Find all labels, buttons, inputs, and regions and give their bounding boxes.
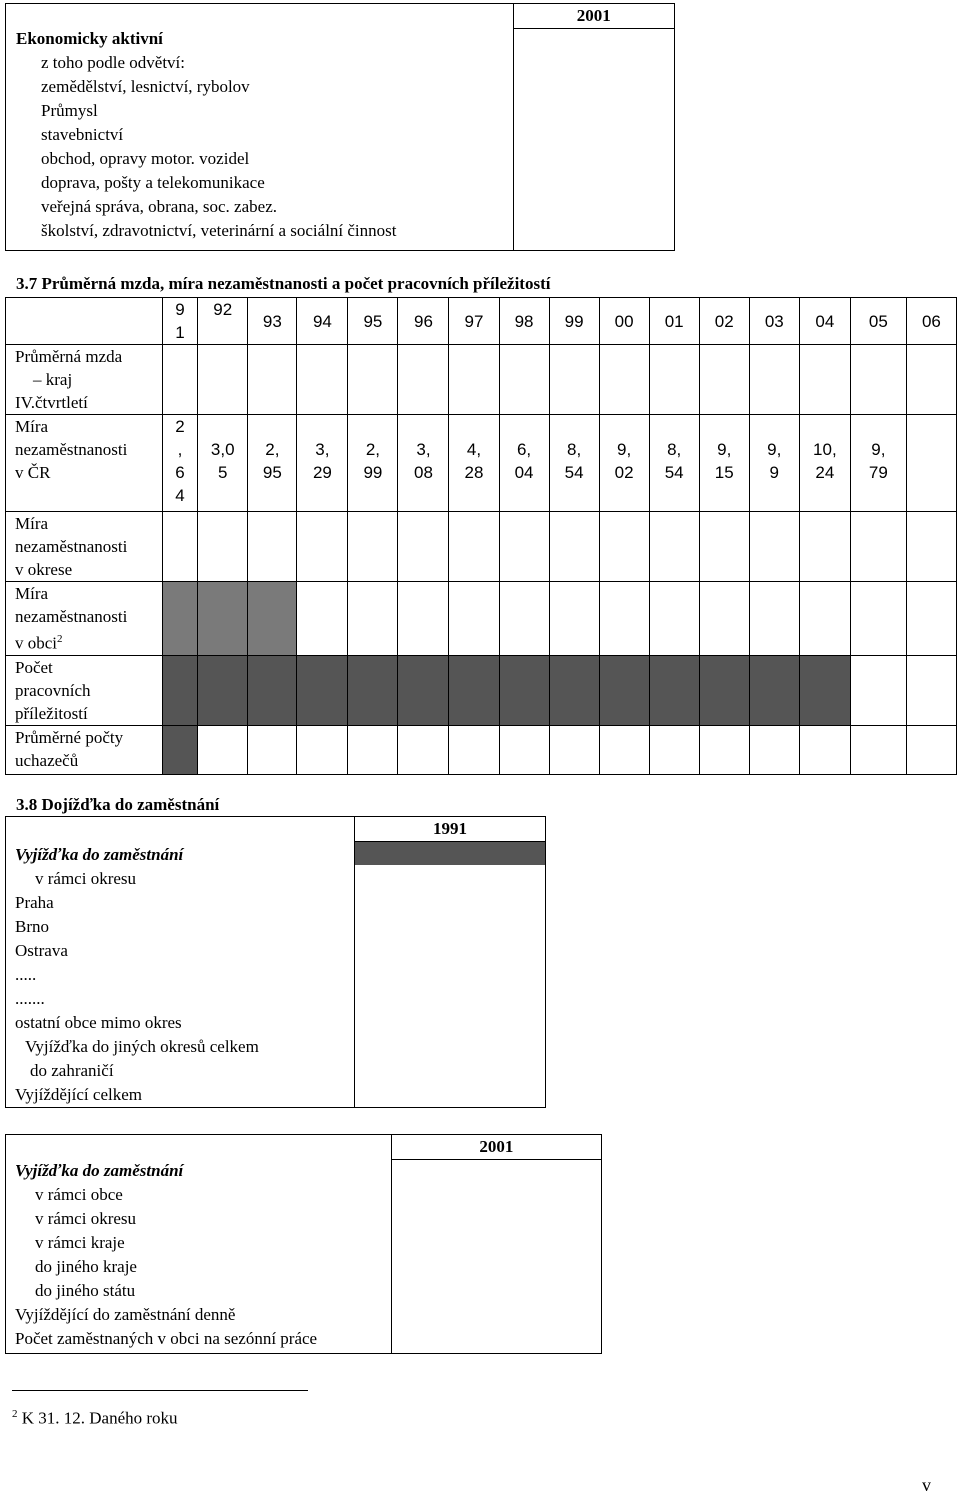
row-label-unemployment-cr <box>6 415 163 512</box>
value-line: 15 <box>714 463 734 482</box>
value-line: 9 <box>769 463 779 482</box>
shaded-cell <box>348 655 398 725</box>
row-label: ....... <box>15 989 45 1008</box>
value-cell <box>549 345 599 415</box>
label-line: nezaměstnanosti <box>15 537 128 556</box>
row-label: Ostrava <box>15 941 68 960</box>
value-cell <box>198 512 248 582</box>
value-cell <box>449 415 499 512</box>
label-line: Míra <box>15 417 49 436</box>
row-label: v rámci okresu <box>35 1209 137 1228</box>
label-line <box>15 628 162 655</box>
value-cell <box>799 415 850 512</box>
value-line: 28 <box>464 463 484 482</box>
value-cell <box>162 415 197 512</box>
year-header: 95 <box>348 298 398 345</box>
value-line: 9, <box>767 440 782 459</box>
value-cell <box>599 415 649 512</box>
value-line: 8, <box>566 440 582 459</box>
value-cell <box>906 725 956 774</box>
shaded-cell <box>699 655 749 725</box>
value-cell <box>799 725 850 774</box>
value-line: 95 <box>262 463 282 482</box>
value-cell <box>549 582 599 656</box>
label-line: uchazečů <box>15 750 79 770</box>
row-label: Ekonomicky aktivní <box>16 29 163 48</box>
year-header: 04 <box>799 298 850 345</box>
row-label: ostatní obce mimo okres <box>15 1013 182 1032</box>
row-label-average-wage <box>6 345 163 415</box>
value-cell <box>599 512 649 582</box>
row-label: do jiného kraje <box>35 1257 137 1276</box>
value-cell <box>799 512 850 582</box>
value-cell <box>348 345 398 415</box>
row-label: Průmysl <box>41 101 98 120</box>
value-line: 24 <box>815 463 835 482</box>
value-cell <box>198 345 248 415</box>
row-label: Počet zaměstnaných v obci na sezónní práce <box>15 1329 318 1348</box>
row-label: veřejná správa, obrana, soc. zabez. <box>41 197 277 216</box>
shaded-cell <box>162 582 197 656</box>
value-cell <box>599 582 649 656</box>
value-cell <box>297 345 348 415</box>
value-cell <box>749 512 799 582</box>
footnote-mark: 2 <box>57 633 63 645</box>
value-cell <box>449 582 499 656</box>
year-header: 2001 <box>391 1135 601 1160</box>
value-cell <box>906 345 956 415</box>
section-3-8-heading: 3.8 Dojížďka do zaměstnání <box>16 795 220 814</box>
value-line: 9, <box>871 440 886 459</box>
value-cell <box>850 582 906 656</box>
value-cell <box>749 345 799 415</box>
value-cell <box>348 725 398 774</box>
row-label: Vyjížďka do jiných okresů celkem <box>25 1037 259 1056</box>
value-line: 6, <box>516 440 532 459</box>
value-cell <box>297 582 348 656</box>
row-label: obchod, opravy motor. vozidel <box>41 149 250 168</box>
year-header: 02 <box>699 298 749 345</box>
value-cell <box>699 345 749 415</box>
value-line: 08 <box>414 463 433 482</box>
label-line: – kraj <box>33 370 73 389</box>
row-label-applicants <box>6 725 163 774</box>
economic-activity-labels <box>6 4 514 251</box>
commuting-2001-table <box>5 1134 602 1354</box>
row-label: z toho podle odvětví: <box>41 53 186 72</box>
label-text: v obci <box>15 633 58 653</box>
value-cell <box>699 725 749 774</box>
shaded-cell <box>749 655 799 725</box>
value-line: 5 <box>217 463 228 482</box>
shaded-cell <box>398 655 449 725</box>
value-line: 9, <box>717 440 732 459</box>
label-line: Míra <box>15 514 49 533</box>
value-cell <box>906 512 956 582</box>
value-line: 04 <box>514 463 534 482</box>
value-line: 54 <box>664 463 684 482</box>
shaded-cell <box>449 655 499 725</box>
wage-unemployment-table <box>5 297 957 775</box>
shaded-cell <box>248 655 297 725</box>
year-header: 1991 <box>354 817 545 842</box>
year-header: 06 <box>906 298 956 345</box>
value-cell <box>499 512 549 582</box>
value-cell <box>699 512 749 582</box>
value-cell <box>749 582 799 656</box>
row-label: ..... <box>15 965 37 984</box>
value-line: 99 <box>363 463 383 482</box>
shaded-cell <box>297 655 348 725</box>
year-header: 9 1 <box>162 298 197 345</box>
value-cell <box>799 345 850 415</box>
value-cell <box>398 512 449 582</box>
row-label: doprava, pošty a telekomunikace <box>41 173 265 192</box>
label-line: nezaměstnanosti <box>15 440 128 459</box>
value-cell <box>499 415 549 512</box>
label-line: Průměrná mzda <box>15 347 123 366</box>
value-cell <box>906 415 956 512</box>
row-label-unemployment-municipality <box>6 582 163 656</box>
year-header: 93 <box>248 298 297 345</box>
value-cell <box>850 415 906 512</box>
value-cell <box>749 725 799 774</box>
shaded-cell <box>599 655 649 725</box>
value-cell <box>354 842 545 1108</box>
value-cell <box>297 725 348 774</box>
footnote-mark: 2 <box>12 1408 18 1420</box>
value-line: 3,0 <box>210 440 235 459</box>
economic-activity-table <box>5 3 675 251</box>
value-cell <box>198 415 248 512</box>
value-cell <box>449 725 499 774</box>
value-line: 6 <box>175 463 185 482</box>
value-cell <box>162 345 197 415</box>
value-cell <box>499 345 549 415</box>
label-line: v okrese <box>15 560 73 579</box>
shaded-cell <box>499 655 549 725</box>
corner-cell <box>6 298 163 345</box>
year-header: 05 <box>850 298 906 345</box>
value-cell <box>906 582 956 656</box>
value-cell <box>549 415 599 512</box>
shaded-cell <box>162 655 197 725</box>
label-line: Průměrné počty <box>15 727 124 747</box>
label-line: příležitostí <box>15 703 88 723</box>
year-header: 94 <box>297 298 348 345</box>
row-label-job-opportunities <box>6 655 163 725</box>
commuting-1991-table <box>5 816 546 1108</box>
value-line: 29 <box>312 463 332 482</box>
footnote-text: K 31. 12. Daného roku <box>21 1408 178 1428</box>
label-line: IV.čtvrtletí <box>15 393 88 412</box>
shaded-cell <box>549 655 599 725</box>
value-cell <box>599 725 649 774</box>
shaded-cell <box>198 582 248 656</box>
value-cell <box>198 725 248 774</box>
value-line: 2 <box>175 417 185 436</box>
year-header: 97 <box>449 298 499 345</box>
value-line: , <box>177 440 183 459</box>
row-label: Praha <box>15 893 54 912</box>
row-label: do jiného státu <box>35 1281 136 1300</box>
row-label: do zahraničí <box>30 1061 114 1080</box>
value-cell <box>850 345 906 415</box>
row-label-unemployment-district <box>6 512 163 582</box>
row-label: Vyjíždějící do zaměstnání denně <box>15 1305 236 1324</box>
year-header: 99 <box>549 298 599 345</box>
value-cell <box>649 725 699 774</box>
value-cell <box>297 415 348 512</box>
value-line: 9, <box>617 440 632 459</box>
value-line: 3, <box>416 440 431 459</box>
row-label: zemědělství, lesnictví, rybolov <box>41 77 250 96</box>
value-cell <box>513 29 674 251</box>
shaded-cell <box>248 582 297 656</box>
value-cell <box>699 415 749 512</box>
value-cell <box>162 512 197 582</box>
value-cell <box>348 415 398 512</box>
value-cell <box>248 725 297 774</box>
year-header: 01 <box>649 298 699 345</box>
row-label: stavebnictví <box>41 125 124 144</box>
shaded-cell <box>198 655 248 725</box>
label-line: Míra <box>15 584 49 603</box>
value-cell <box>906 655 956 725</box>
row-label: v rámci kraje <box>35 1233 125 1252</box>
row-label: Vyjížďka do zaměstnání <box>15 845 184 864</box>
value-line: 8, <box>667 440 682 459</box>
row-label: Brno <box>15 917 49 936</box>
value-line: 2, <box>365 440 381 459</box>
row-label: Vyjížďka do zaměstnání <box>15 1161 184 1180</box>
value-line: 10, <box>813 440 837 459</box>
row-label: školství, zdravotnictví, veterinární a sociální činnost <box>41 221 397 240</box>
value-cell <box>499 582 549 656</box>
value-cell <box>549 512 599 582</box>
label-line: v ČR <box>15 463 51 482</box>
value-cell <box>348 512 398 582</box>
label-line: pracovních <box>15 680 91 700</box>
footnote-separator <box>12 1390 308 1391</box>
value-cell <box>749 415 799 512</box>
page-marker: v <box>922 1475 931 1495</box>
value-line: 2, <box>265 440 280 459</box>
row-label: v rámci okresu <box>35 869 137 888</box>
value-cell <box>449 512 499 582</box>
row-label: Vyjíždějící celkem <box>15 1085 142 1104</box>
shaded-cell <box>162 725 197 774</box>
value-cell <box>599 345 649 415</box>
value-cell <box>649 345 699 415</box>
year-header: 98 <box>499 298 549 345</box>
value-cell <box>649 582 699 656</box>
value-cell <box>297 512 348 582</box>
commuting-1991-labels <box>6 817 355 1108</box>
year-header: 00 <box>599 298 649 345</box>
value-line: 54 <box>564 463 584 482</box>
value-cell <box>248 415 297 512</box>
value-cell <box>398 345 449 415</box>
label-line: nezaměstnanosti <box>15 607 128 626</box>
value-cell <box>449 345 499 415</box>
footnote <box>12 1402 178 1431</box>
value-line: 4, <box>466 440 482 459</box>
value-cell <box>248 512 297 582</box>
value-cell <box>398 582 449 656</box>
year-header: 2001 <box>513 4 674 29</box>
value-line: 3, <box>315 440 330 459</box>
section-3-7-heading: 3.7 Průměrná mzda, míra nezaměstnanosti a počet pracovních příležitostí <box>16 274 551 293</box>
value-cell <box>348 582 398 656</box>
value-cell <box>649 415 699 512</box>
shaded-bar <box>355 842 545 865</box>
value-cell <box>499 725 549 774</box>
label-line: Počet <box>15 657 53 677</box>
commuting-2001-labels <box>6 1135 392 1354</box>
value-cell <box>850 725 906 774</box>
value-cell <box>850 655 906 725</box>
value-cell <box>850 512 906 582</box>
value-line: 02 <box>614 463 634 482</box>
shaded-cell <box>649 655 699 725</box>
row-label: v rámci obce <box>35 1185 123 1204</box>
year-header: 96 <box>398 298 449 345</box>
value-cell <box>248 345 297 415</box>
value-cell <box>699 582 749 656</box>
value-line: 79 <box>868 463 888 482</box>
value-cell <box>398 415 449 512</box>
value-cell <box>649 512 699 582</box>
year-header: 03 <box>749 298 799 345</box>
value-line: 4 <box>175 486 185 505</box>
shaded-cell <box>799 655 850 725</box>
value-cell <box>398 725 449 774</box>
value-cell <box>391 1160 601 1354</box>
value-cell <box>549 725 599 774</box>
year-header: 92 <box>198 298 248 345</box>
value-cell <box>799 582 850 656</box>
